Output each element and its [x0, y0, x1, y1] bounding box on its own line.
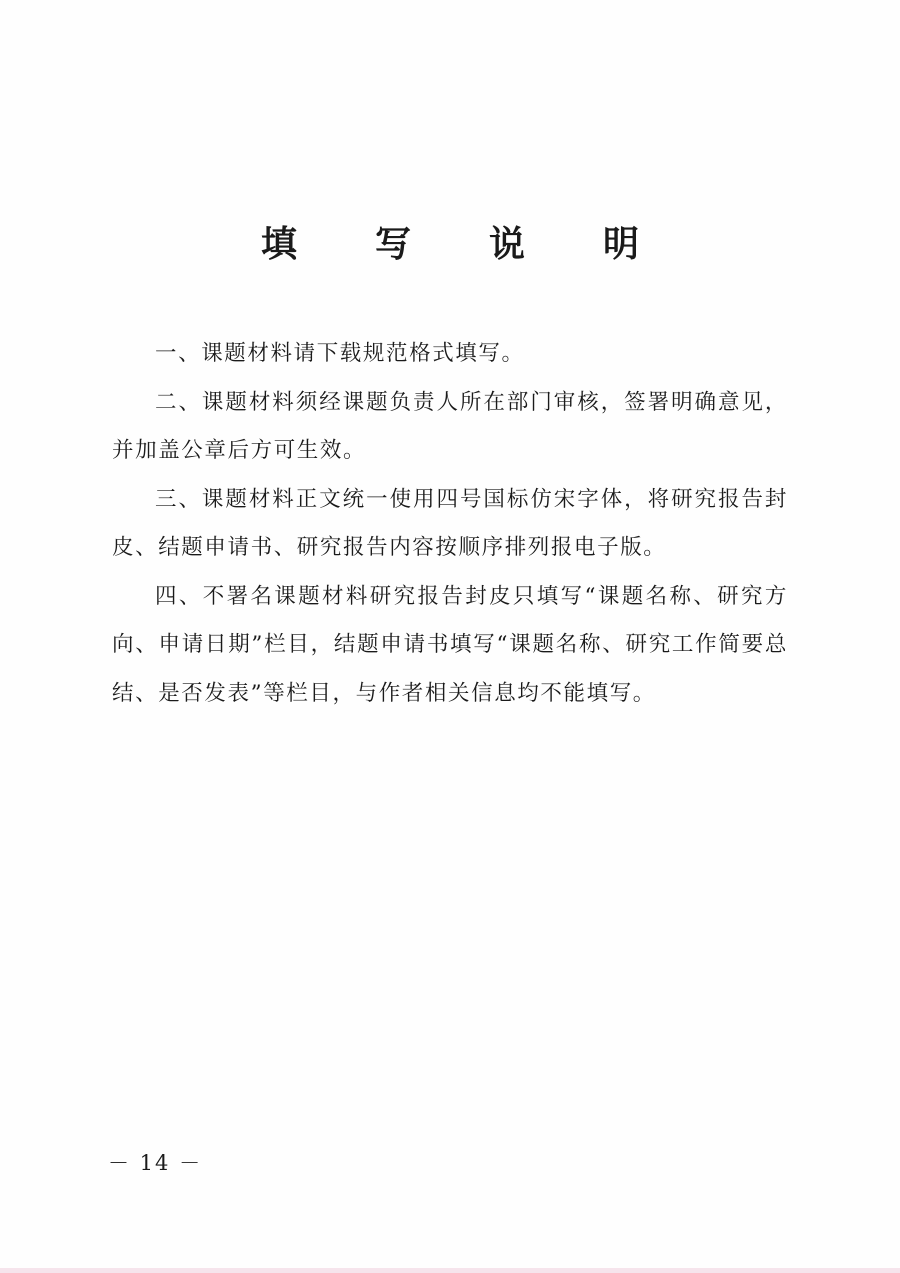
page-number: － 14 － [108, 1151, 203, 1175]
instructions-body [112, 330, 788, 718]
instruction-paragraph-4: 四、不署名课题材料研究报告封皮只填写“课题名称、研究方向、申请日期”栏目，结题申请书填写“课题名称、研究工作简要总结、是否发表”等栏目，与作者相关信息均不能填写。 [112, 583, 788, 706]
instruction-paragraph-3: 三、课题材料正文统一使用四号国标仿宋字体，将研究报告封皮、结题申请书、研究报告内容按顺序排列报电子版。 [112, 486, 788, 560]
page-title: 填写说明 [260, 223, 717, 265]
instruction-paragraph-2: 二、课题材料须经课题负责人所在部门审核，签署明确意见，并加盖公章后方可生效。 [112, 389, 788, 463]
page-bottom-edge [0, 1268, 900, 1273]
instruction-paragraph-1: 一、课题材料请下载规范格式填写。 [155, 341, 525, 366]
